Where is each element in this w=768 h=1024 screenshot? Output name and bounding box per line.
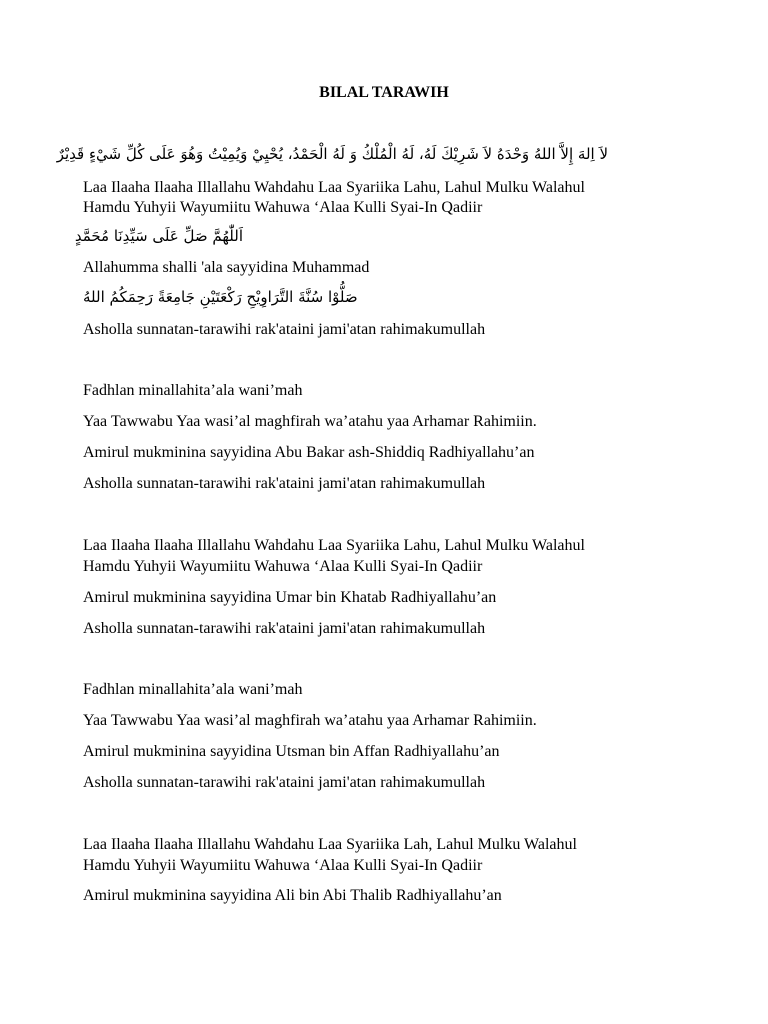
latin-amirul-utsman: Amirul mukminina sayyidina Utsman bin Affan Radhiyallahu’an (83, 743, 500, 760)
document-title: BILAL TARAWIH (319, 84, 449, 101)
latin-sholla-4: Asholla sunnatan-tarawihi rak'ataini jami'atan rahimakumullah (83, 774, 486, 791)
latin-tahlil-3-line-1: Laa Ilaaha Ilaaha Illallahu Wahdahu Laa Syariika Lah, Lahul Mulku Walahul (83, 836, 577, 853)
latin-tahlil-3-line-2: Hamdu Yuhyii Wayumiitu Wahuwa ‘Alaa Kulli Syai-In Qadiir (83, 857, 483, 874)
arabic-tahlil: لاَ اِلهَ إِلاَّ اللهُ وَحْدَهُ لاَ شَرِيْكَ لَهُ، لَهُ الْمُلْكُ وَ لَهُ الْحَمْدُ، يُحْيِيْ وَيُمِيْتُ وَهُوَ عَلَى كُلِّ شَيْءٍ قَدِيْرٌ (56, 145, 608, 163)
latin-shalawat: Allahumma shalli 'ala sayyidina Muhammad (83, 259, 370, 276)
latin-tawwabu-1: Yaa Tawwabu Yaa wasi’al maghfirah wa’atahu yaa Arhamar Rahimiin. (83, 413, 537, 430)
latin-tahlil-2-line-1: Laa Ilaaha Ilaaha Illallahu Wahdahu Laa Syariika Lahu, Lahul Mulku Walahul (83, 537, 585, 554)
latin-fadhlan-2: Fadhlan minallahita’ala wani’mah (83, 681, 303, 698)
latin-amirul-ali: Amirul mukminina sayyidina Ali bin Abi Thalib Radhiyallahu’an (83, 887, 502, 904)
arabic-shalawat: اَللّٰهُمَّ صَلِّ عَلَى سَيِّدِنَا مُحَمَّدٍ (74, 227, 243, 245)
latin-tawwabu-2: Yaa Tawwabu Yaa wasi’al maghfirah wa’atahu yaa Arhamar Rahimiin. (83, 712, 537, 729)
latin-fadhlan-1: Fadhlan minallahita’ala wani’mah (83, 382, 303, 399)
latin-sholla-2: Asholla sunnatan-tarawihi rak'ataini jami'atan rahimakumullah (83, 475, 486, 492)
latin-tahlil-1-line-1: Laa Ilaaha Ilaaha Illallahu Wahdahu Laa Syariika Lahu, Lahul Mulku Walahul (83, 179, 585, 196)
arabic-shollu: صَلُّوْا سُنَّةَ التَّرَاوِيْحِ رَكْعَتَيْنِ جَامِعَةً رَحِمَكُمُ اللهُ (83, 288, 358, 306)
latin-tahlil-2-line-2: Hamdu Yuhyii Wayumiitu Wahuwa ‘Alaa Kulli Syai-In Qadiir (83, 558, 483, 575)
latin-amirul-abu-bakar: Amirul mukminina sayyidina Abu Bakar ash-Shiddiq Radhiyallahu’an (83, 444, 535, 461)
latin-sholla-1: Asholla sunnatan-tarawihi rak'ataini jami'atan rahimakumullah (83, 321, 486, 338)
latin-amirul-umar: Amirul mukminina sayyidina Umar bin Khatab Radhiyallahu’an (83, 589, 497, 606)
latin-tahlil-1-line-2: Hamdu Yuhyii Wayumiitu Wahuwa ‘Alaa Kulli Syai-In Qadiir (83, 199, 483, 216)
latin-sholla-3: Asholla sunnatan-tarawihi rak'ataini jami'atan rahimakumullah (83, 620, 486, 637)
